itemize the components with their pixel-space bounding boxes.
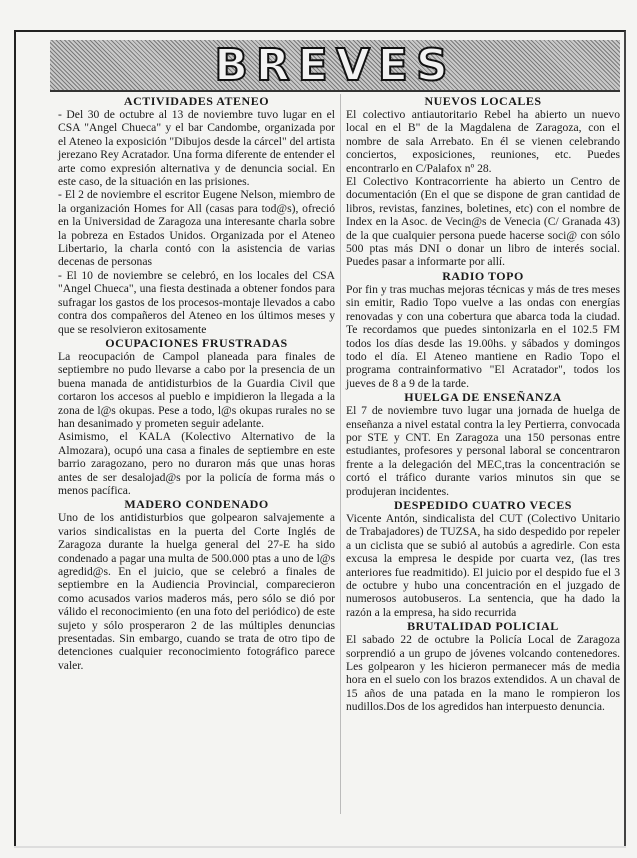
- right-column: [346, 94, 620, 714]
- article-heading: MADERO CONDENADO: [124, 497, 269, 512]
- article-heading: OCUPACIONES FRUSTRADAS: [105, 335, 288, 350]
- article-paragraph: El Colectivo Kontracorriente ha abierto un Centro de documentación (En el que se dispone de gran cantidad de libros, revistas, fanzines, boletines, etc) con el nombre de Index en la Asoc. de Vecin@s de Venecia (C/ Granada 43) de la que cualquier persona puede hacerse soci@ con sólo 500 ptas más DNI o donar un libro de interés social. Puedes pasar a informarte por allí.: [346, 175, 620, 269]
- article-heading: NUEVOS LOCALES: [424, 94, 542, 108]
- article-paragraph: - El 2 de noviembre el escritor Eugene Nelson, miembro de la organización Homes for All (casas para tod@s), ofreció en la Universidad de Zaragoza una interesante charla sobre la pobreza en Estados Unidos. Organizada por el Ateneo Libertario, la charla contó con la asistencia de varias decenas de personas: [58, 188, 335, 269]
- page-bottom-edge: [14, 846, 626, 848]
- article-paragraph: Asimismo, el KALA (Kolectivo Alternativo de la Almozara), ocupó una casa a finales de septiembre en este barrio zaragozano, pero no duraron más que unas horas antes de ser desalojad@s por la policía de forma más o menos pacífica.: [58, 430, 335, 497]
- article-paragraph: - Del 30 de octubre al 13 de noviembre tuvo lugar en el CSA "Angel Chueca" y el bar Candombe, organizada por el Ateneo la exposición "Dibujos desde la cárcel" del artista jerezano Rey Acratador. Una forma diferente de entender el arte como expresión alternativa y de denuncia social. En este caso, de la situación en las prisiones.: [58, 108, 335, 189]
- article-huelga-ensenanza: [346, 390, 620, 498]
- article-paragraph: El 7 de noviembre tuvo lugar una jornada de huelga de enseñanza a nivel estatal contra la ley Pertierra, convocada por STE y CNT. En Zaragoza una 150 personas entre estudiantes, profesores y personal laboral se concentraron frente a la delegación del MEC,tras la concentración se cortó el tráfico durante varios minutos sin que se produjeran incidentes.: [346, 404, 620, 498]
- header-banner: [50, 40, 620, 92]
- article-despedido-cuatro-veces: [346, 498, 620, 619]
- article-heading: BRUTALIDAD POLICIAL: [407, 619, 559, 634]
- article-brutalidad-policial: [346, 619, 620, 713]
- article-nuevos-locales: [346, 94, 620, 269]
- article-heading: ACTIVIDADES ATENEO: [123, 94, 270, 108]
- article-paragraph: Por fin y tras muchas mejoras técnicas y más de tres meses sin emitir, Radio Topo vuelve a las ondas con energías renovadas y con una cobertura que abarca toda la ciudad. Te recordamos que puedes sintonizarla en el 102.5 FM todos los días desde las 19.00hs. y sábados y domingos todo el día. El Ateneo mantiene en Radio Topo el programa contrainformativo "El Acratador", todos los jueves de 8 a 9 de la tarde.: [346, 282, 620, 390]
- article-madero-condenado: [58, 497, 335, 672]
- article-paragraph: El colectivo antiautoritario Rebel ha abierto un nuevo local en el B" de la Magdalena de Zaragoza, con el nombre de sala Arrebato. En él se vienen celebrando conciertos, exposiciones, reuniones, etc. Puedes encontrarlo en C/Palafox nº 28.: [346, 108, 620, 175]
- article-actividades-ateneo: [58, 94, 335, 336]
- article-paragraph: Uno de los antidisturbios que golpearon salvajemente a varios sindicalistas en la puerta del Corte Inglés de Zaragoza durante la huelga general del 27-E ha sido condenado a pagar una multa de 500.000 ptas a uno de l@s agredid@s. En el juicio, que se celebró a finales de septiembre en la Audiencia Provincial, comparecieron como acusados varios maderos más, pero sólo se dió por válido el reconocimiento (en una foto del periódico) de este sujeto y sólo prosperaron 2 de las múltiples denuncias presentadas. Sin embargo, cuando se trata de otro tipo de detenciones cualquier reconocimiento fotográfico parece valer.: [58, 511, 335, 672]
- article-paragraph: - El 10 de noviembre se celebró, en los locales del CSA "Angel Chueca", una fiesta destinada a obtener fondos para sufragar los gastos de los procesos-montaje llevados a cabo contra dos compañeros del Ateneo en los últimos meses y que se resolvieron exitosamente: [58, 268, 335, 336]
- article-heading: HUELGA DE ENSEÑANZA: [404, 390, 562, 405]
- article-heading: DESPEDIDO CUATRO VECES: [394, 497, 572, 512]
- article-paragraph: Vicente Antón, sindicalista del CUT (Colectivo Unitario de Trabajadores) de TUZSA, ha sido despedido por repeler a un ciclista que se subió al autobús a agredirle. Con esta excusa la empresa le despide por cuarta vez, (las tres anteriores fue readmitido). El juicio por el despido fue el 3 de octubre y hubo una concentración en el juzgado de numerosos autobuseros. La sentencia, que ha dado la razón a la empresa, ha sido recurrida: [346, 511, 620, 619]
- article-ocupaciones-frustradas: [58, 336, 335, 497]
- article-radio-topo: [346, 269, 620, 390]
- column-divider: [340, 94, 341, 814]
- article-heading: RADIO TOPO: [442, 268, 524, 283]
- article-paragraph: La reocupación de Campol planeada para finales de septiembre no pudo llevarse a cabo por la presencia de un buena manada de antidisturbios de la Guardia Civil que cortaron los accesos al pueblo e impidieron la llegada a la zona de l@s okupas. Pese a todo, l@s okupas rurales no se han desanimado y prometen seguir adelante.: [58, 349, 335, 430]
- article-paragraph: El sabado 22 de octubre la Policía Local de Zaragoza sorprendió a un grupo de jóvenes volcando contenedores. Les golpearon y les hicieron permanecer más de media hora en el suelo con los brazos extendidos. A un chaval de 15 años de una patada en la mano le rompieron los nudillos.Dos de los agredidos han interpuesto denuncia.: [346, 633, 620, 714]
- left-column: [58, 94, 335, 672]
- page-title: BREVES: [214, 39, 456, 91]
